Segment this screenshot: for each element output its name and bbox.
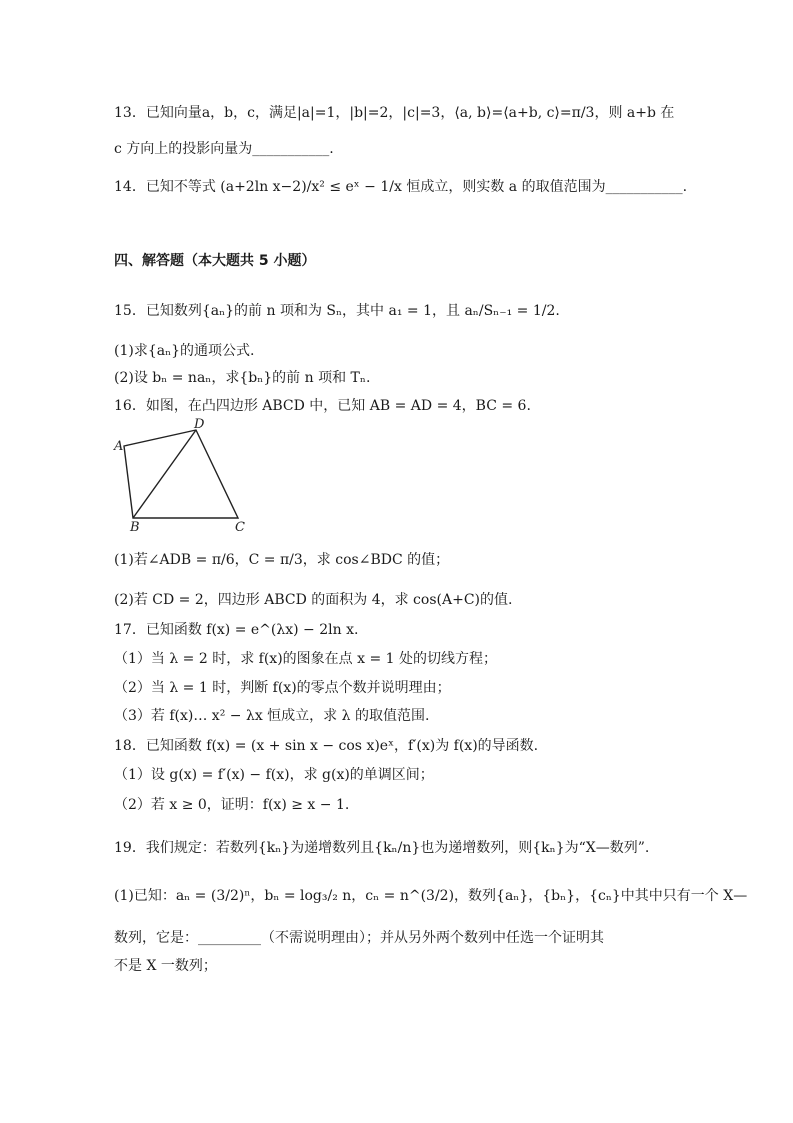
vertex-label-a: A: [114, 439, 124, 454]
q19-part1-line3: 不是 X 一数列；: [114, 958, 217, 974]
q17-part3: （3）若 f(x)… x² − λx 恒成立，求 λ 的取值范围.: [114, 708, 430, 724]
q17-part1: （1）当 λ = 2 时，求 f(x)的图象在点 x = 1 处的切线方程；: [114, 651, 498, 667]
q15-line: 15．已知数列{aₙ}的前 n 项和为 Sₙ，其中 a₁ = 1，且 aₙ/Sₙ₋₁ = 1/2.: [114, 303, 560, 319]
q18-part2: （2）若 x ≥ 0，证明：f(x) ≥ x − 1.: [114, 797, 350, 813]
q14-line: 14．已知不等式 (a+2ln x−2)/x² ≤ eˣ − 1/x 恒成立，则实数 a 的取值范围为___________.: [114, 179, 688, 195]
q13-line1: 13．已知向量a，b，c，满足|a|=1，|b|=2，|c|=3，⟨a, b⟩=⟨a+b, c⟩=π/3，则 a+b 在: [114, 105, 675, 121]
q15-part2: (2)设 bₙ = naₙ，求{bₙ}的前 n 项和 Tₙ.: [114, 370, 371, 386]
q13-line2: c 方向上的投影向量为___________.: [114, 141, 334, 157]
q17-line: 17．已知函数 f(x) = e^(λx) − 2ln x.: [114, 622, 359, 638]
q19-line: 19．我们规定：若数列{kₙ}为递增数列且{kₙ/n}也为递增数列，则{kₙ}为“X—数列”.: [114, 840, 650, 856]
q16-part1: (1)若∠ADB = π/6，C = π/3，求 cos∠BDC 的值；: [114, 552, 450, 568]
q19-part1-line1: (1)已知：aₙ = (3/2)ⁿ，bₙ = log₃/₂ n，cₙ = n^(3/2)，数列{aₙ}，{bₙ}，{cₙ}中其中只有一个 X—: [114, 888, 748, 904]
q18-part1: （1）设 g(x) = f′(x) − f(x)，求 g(x)的单调区间；: [114, 767, 434, 783]
vertex-label-d: D: [194, 418, 205, 432]
q16-part2: (2)若 CD = 2，四边形 ABCD 的面积为 4，求 cos(A+C)的值.: [114, 592, 513, 608]
q18-line: 18．已知函数 f(x) = (x + sin x − cos x)eˣ，f′(x)为 f(x)的导函数.: [114, 738, 539, 754]
q15-part1: (1)求{aₙ}的通项公式.: [114, 343, 255, 359]
quadrilateral-figure: [108, 418, 258, 533]
q17-part2: （2）当 λ = 1 时，判断 f(x)的零点个数并说明理由；: [114, 680, 451, 696]
section-heading: 四、解答题（本大题共 5 小题）: [114, 253, 316, 269]
q19-part1-line2: 数列，它是：_________（不需说明理由）；并从另外两个数列中任选一个证明其: [114, 930, 604, 946]
q16-line: 16．如图，在凸四边形 ABCD 中，已知 AB = AD = 4，BC = 6.: [114, 398, 531, 414]
diagonal-bd: [133, 430, 196, 518]
vertex-label-c: C: [235, 520, 245, 533]
quadrilateral-outline: [124, 430, 238, 518]
vertex-label-b: B: [130, 520, 140, 533]
